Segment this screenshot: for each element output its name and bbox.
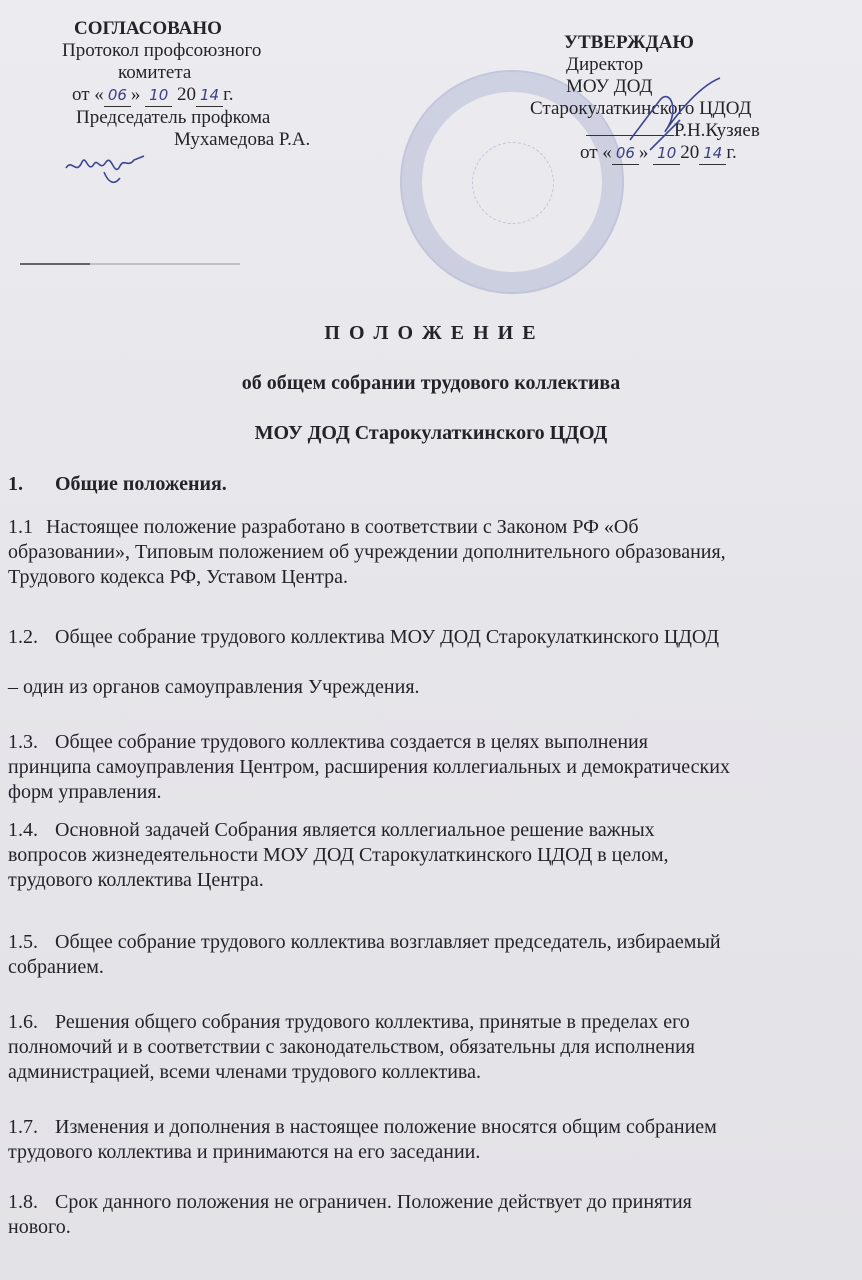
date-day: 06 xyxy=(104,84,131,107)
date-day: 06 xyxy=(612,142,639,165)
paragraph xyxy=(8,1190,858,1240)
section-number: 1. xyxy=(8,473,23,495)
paragraph-line: вопросов жизнедеятельности МОУ ДОД Старокулаткинского ЦДОД в целом, xyxy=(8,844,669,866)
paragraph-number: 1.5. xyxy=(8,931,38,953)
agreement-block xyxy=(62,18,392,151)
date-prefix: от « xyxy=(72,84,104,105)
paragraph-text: Общее собрание трудового коллектива МОУ ДОД Старокулаткинского ЦДОД xyxy=(55,626,720,648)
paragraph-line: собранием. xyxy=(8,956,104,978)
paragraph-line: образовании», Типовым положением об учреждении дополнительного образования, xyxy=(8,541,726,563)
paragraph-text: Решения общего собрания трудового коллектива, принятые в пределах его xyxy=(55,1011,690,1033)
paragraph-number: 1.4. xyxy=(8,819,38,841)
paragraph-number: 1.2. xyxy=(8,626,38,648)
section-title: Общие положения. xyxy=(55,473,227,495)
paragraph xyxy=(8,930,858,980)
paragraph-line xyxy=(8,625,858,650)
date-month: 10 xyxy=(653,142,680,165)
paragraph-line xyxy=(8,1010,858,1035)
committee-label: комитета xyxy=(118,62,192,83)
paragraph xyxy=(8,1115,858,1165)
section-heading xyxy=(8,472,858,497)
paragraph-line: Трудового кодекса РФ, Уставом Центра. xyxy=(8,566,349,588)
chairman-signature xyxy=(64,148,154,188)
date-month: 10 xyxy=(145,84,172,107)
date-year-suffix: 14 xyxy=(196,84,223,107)
document-subtitle: об общем собрании трудового коллектива xyxy=(241,372,621,394)
date-end: г. xyxy=(726,142,737,163)
paragraph-line: администрацией, всеми членами трудового коллектива. xyxy=(8,1061,481,1083)
org-name-label: Старокулаткинского ЦДОД xyxy=(530,98,752,119)
paragraph-text: Основной задачей Собрания является коллегиальное решение важных xyxy=(55,819,655,841)
paragraph-text: Общее собрание трудового коллектива возглавляет председатель, избираемый xyxy=(55,931,721,953)
paragraph-line xyxy=(8,515,858,540)
paragraph-text: Изменения и дополнения в настоящее положение вносятся общим собранием xyxy=(55,1116,717,1138)
paragraph-text: Общее собрание трудового коллектива создается в целях выполнения xyxy=(55,731,648,753)
date-mid: » xyxy=(130,84,141,105)
paragraph xyxy=(8,515,858,590)
paragraph-line: нового. xyxy=(8,1216,71,1238)
paragraph-number: 1.7. xyxy=(8,1116,38,1138)
director-label: Директор xyxy=(566,54,644,75)
paragraph xyxy=(8,1010,858,1085)
paragraph-line: принципа самоуправления Центром, расширения коллегиальных и демократических xyxy=(8,756,730,778)
paragraph xyxy=(8,730,858,805)
date-year-prefix: 20 xyxy=(177,84,196,105)
date-year-suffix: 14 xyxy=(699,142,726,165)
director-name: Р.Н.Кузяев xyxy=(586,120,830,142)
approve-label: УТВЕРЖДАЮ xyxy=(564,32,694,53)
paragraph-number: 1.6. xyxy=(8,1011,38,1033)
paragraph-line: трудового коллектива Центра. xyxy=(8,869,264,891)
chairman-name: Мухамедова Р.А. xyxy=(174,129,311,150)
paragraph-line xyxy=(8,1115,858,1140)
paragraph-line: полномочий и в соответствии с законодательством, обязательны для исполнения xyxy=(8,1036,695,1058)
agreement-date xyxy=(72,84,392,107)
paragraph-line xyxy=(8,818,858,843)
paragraph-line xyxy=(8,1190,858,1215)
paragraph-number: 1.3. xyxy=(8,731,38,753)
date-prefix: от « xyxy=(580,142,612,163)
paragraph-text: Настоящее положение разработано в соответствии с Законом РФ «Об xyxy=(46,516,639,538)
paragraph-line xyxy=(8,930,858,955)
paragraph xyxy=(8,818,858,893)
paragraph-line xyxy=(8,730,858,755)
paragraph-number: 1.8. xyxy=(8,1191,38,1213)
paragraph xyxy=(8,675,858,700)
document-org: МОУ ДОД Старокулаткинского ЦДОД xyxy=(254,422,608,444)
paragraph-line: – один из органов самоуправления Учреждения. xyxy=(8,676,420,698)
paragraph-text: Срок данного положения не ограничен. Положение действует до принятия xyxy=(55,1191,692,1213)
paragraph-line: трудового коллектива и принимаются на его заседании. xyxy=(8,1141,481,1163)
director-signature xyxy=(620,70,740,160)
agreed-label: СОГЛАСОВАНО xyxy=(74,18,222,39)
paragraph-line: форм управления. xyxy=(8,781,162,803)
date-mid: » xyxy=(638,142,649,163)
chairman-label: Председатель профкома xyxy=(76,107,271,128)
date-end: г. xyxy=(223,84,234,105)
document-heading: П О Л О Ж Е Н И Е xyxy=(324,322,538,344)
org-short-label: МОУ ДОД xyxy=(566,76,653,97)
paragraph xyxy=(8,625,858,650)
protocol-label: Протокол профсоюзного xyxy=(62,40,262,61)
faint-underline xyxy=(20,263,240,265)
paragraph-number: 1.1 xyxy=(8,516,33,538)
date-year-prefix: 20 xyxy=(680,142,700,163)
